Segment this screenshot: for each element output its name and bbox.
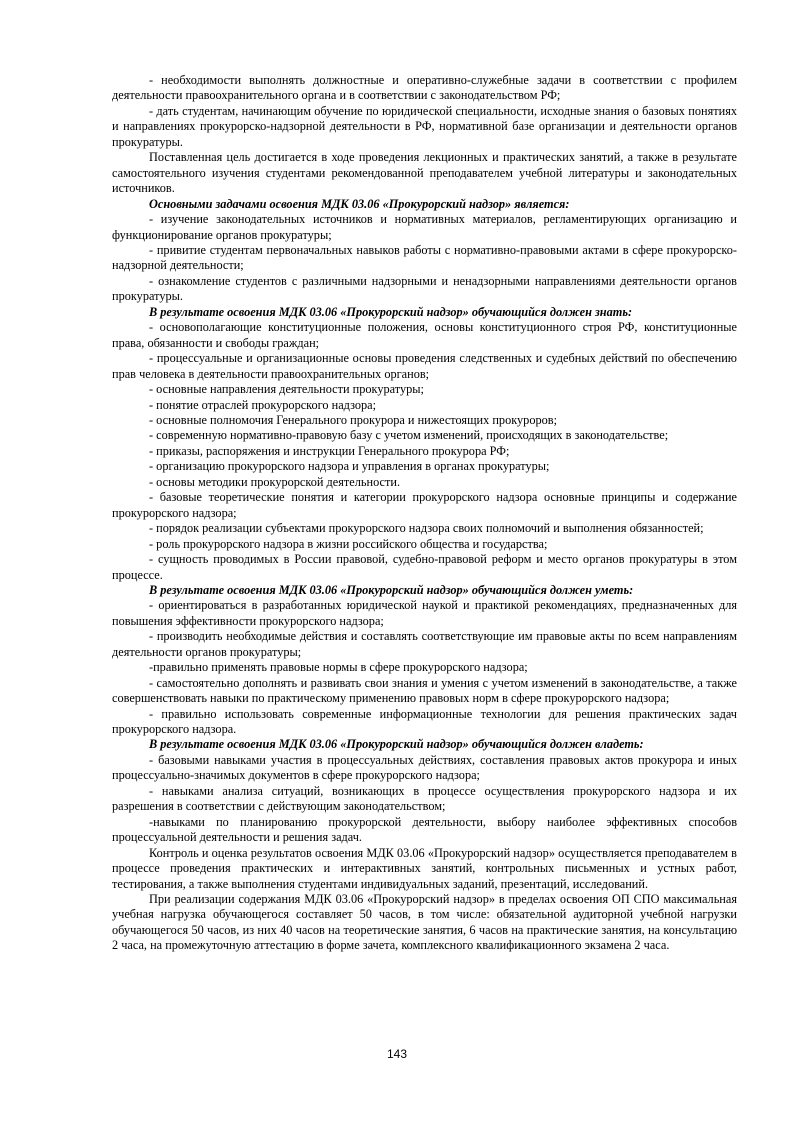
paragraph: - дать студентам, начинающим обучение по юридической специальности, исходные знания о базовых понятиях и направлениях прокурорско-надзорной деятельности в РФ, нормативной базе организации и деятельности органов прокуратуры. — [112, 103, 737, 149]
paragraph: - роль прокурорского надзора в жизни российского общества и государства; — [149, 536, 548, 551]
paragraph: - правильно использовать современные информационные технологии для решения практических задач прокурорского надзора. — [112, 706, 737, 737]
paragraph: - современную нормативно-правовую базу с учетом изменений, происходящих в законодательстве; — [149, 428, 669, 443]
paragraph: - сущность проводимых в России правовой, судебно-правовой реформ и место органов прокуратуры в этом процессе. — [112, 552, 737, 582]
paragraph: - основы методики прокурорской деятельности. — [149, 474, 401, 489]
section-heading: В результате освоения МДК 03.06 «Прокурорский надзор» обучающийся должен уметь: — [149, 582, 634, 597]
paragraph: - привитие студентам первоначальных навыков работы с нормативно-правовыми актами в сфере прокурорско-надзорной деятельности; — [112, 242, 737, 273]
paragraph: При реализации содержания МДК 03.06 «Прокурорский надзор» в пределах освоения ОП СПО максимальная учебная нагрузка обучающегося составляет 50 часов, в том числе: обязательной аудиторной учебной нагрузки обучающегося 50 часов, из них 40 часов на теоретические занятия, 6 часов на практические занятия, на консультацию 2 часа, на промежуточную аттестацию в форме зачета, комплексного квалификационного экзамена 2 часа. — [112, 892, 737, 953]
paragraph: - изучение законодательных источников и нормативных материалов, регламентирующих организацию и функционирование органов прокуратуры; — [112, 212, 737, 242]
section-heading: В результате освоения МДК 03.06 «Прокурорский надзор» обучающийся должен владеть: — [149, 737, 644, 752]
paragraph: - ознакомление студентов с различными надзорными и ненадзорными направлениями деятельности органов прокуратуры. — [112, 273, 737, 304]
paragraph: - необходимости выполнять должностные и оперативно-служебные задачи в соответствии с профилем деятельности правоохранительного органа и в соответствии с законодательством РФ; — [112, 73, 737, 103]
paragraph: - порядок реализации субъектами прокурорского надзора своих полномочий и выполнения обязанностей; — [149, 521, 704, 536]
paragraph: Поставленная цель достигается в ходе проведения лекционных и практических занятий, а также в результате самостоятельного изучения студентами рекомендованной преподавателем учебной литературы и законодательных источников. — [112, 150, 737, 196]
paragraph: Контроль и оценка результатов освоения МДК 03.06 «Прокурорский надзор» осуществляется преподавателем в процессе проведения практических и интерактивных занятий, контрольных письменных и устных работ, тестирования, а также выполнения студентами индивидуальных заданий, презентаций, исследований. — [112, 845, 737, 891]
paragraph: - организацию прокурорского надзора и управления в органах прокуратуры; — [149, 459, 550, 474]
paragraph: -правильно применять правовые нормы в сфере прокурорского надзора; — [149, 660, 528, 675]
paragraph: - процессуальные и организационные основы проведения следственных и судебных действий по обеспечению прав человека в деятельности правоохранительных органов; — [112, 351, 737, 381]
paragraph: - базовые теоретические понятия и категории прокурорского надзора основные принципы и содержание прокурорского надзора; — [112, 490, 737, 520]
page-number: 143 — [386, 1047, 408, 1061]
paragraph: - базовыми навыками участия в процессуальных действиях, составления правовых актов прокурора и иных процессуально-значимых документов в сфере прокурорского надзора; — [112, 752, 737, 783]
paragraph: - основополагающие конституционные положения, основы конституционного строя РФ, конституционные права, обязанности и свободы граждан; — [112, 320, 737, 350]
document-body — [112, 73, 737, 954]
paragraph: - навыками анализа ситуаций, возникающих в процессе осуществления прокурорского надзора и их разрешения в соответствии с действующим законодательством; — [112, 783, 737, 814]
paragraph: - основные полномочия Генерального прокурора и нижестоящих прокуроров; — [149, 412, 557, 427]
section-heading: Основными задачами освоения МДК 03.06 «Прокурорский надзор» является: — [149, 196, 570, 211]
paragraph: - производить необходимые действия и составлять соответствующие им правовые акты по всем направлениям деятельности органов прокуратуры; — [112, 629, 737, 659]
section-heading: В результате освоения МДК 03.06 «Прокурорский надзор» обучающийся должен знать: — [149, 304, 633, 319]
paragraph: - понятие отраслей прокурорского надзора; — [149, 397, 377, 412]
paragraph: - самостоятельно дополнять и развивать свои знания и умения с учетом изменений в законодательстве, а также совершенствовать навыки по практическому применению правовых норм в сфере прокурорского надзора; — [112, 675, 737, 706]
paragraph: - основные направления деятельности прокуратуры; — [149, 382, 424, 397]
paragraph: - приказы, распоряжения и инструкции Генерального прокурора РФ; — [149, 443, 510, 458]
paragraph: - ориентироваться в разработанных юридической наукой и практикой рекомендациях, предназначенных для повышения эффективности прокурорского надзора; — [112, 598, 737, 628]
paragraph: -навыками по планированию прокурорской деятельности, выбору наиболее эффективных способов процессуальной деятельности и решения задач. — [112, 814, 737, 845]
